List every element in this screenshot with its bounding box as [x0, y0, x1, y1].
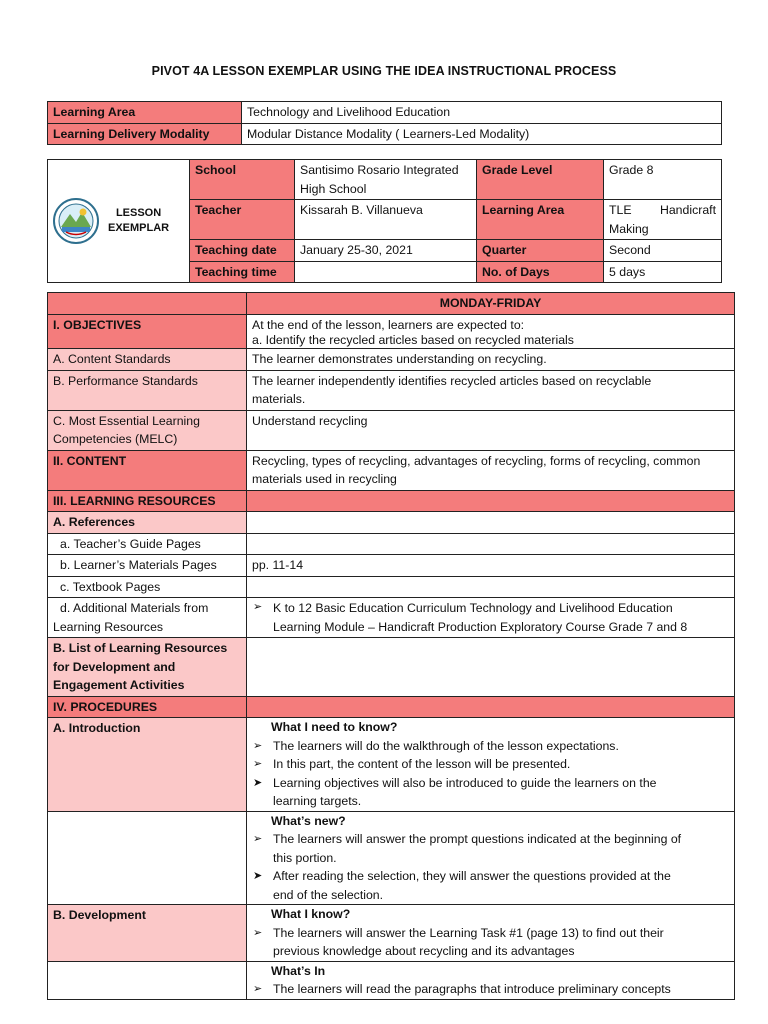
procedures-label: IV. PROCEDURES: [48, 696, 247, 718]
teacher-label: Teacher: [190, 200, 295, 240]
introduction-value: What I need to know? ➢ The learners will do the walkthrough of the lesson expectations. ➢ In this part, the content of the lesson will be presented. ➤ Learning objectives will also be introduced to guide the learners on the learning targets.: [247, 718, 735, 812]
melc-label: C. Most Essential Learning Competencies (MELC): [48, 410, 247, 450]
objectives-value: At the end of the lesson, learners are expected to: a. Identify the recycled articles based on recycled materials: [247, 314, 735, 349]
quarter-value: Second: [604, 240, 722, 262]
additional-materials-value: ➢ K to 12 Basic Education Curriculum Technology and Livelihood Education Learning Module – Handicraft Production Exploratory Course Grade 7 and 8: [247, 598, 735, 638]
area-label: Learning Area: [477, 200, 604, 240]
area-value: TLE Handicraft Making: [604, 200, 722, 240]
whats-new-label-cell: [48, 811, 247, 905]
quarter-label: Quarter: [477, 240, 604, 262]
teachers-guide-label: a. Teacher’s Guide Pages: [48, 533, 247, 555]
teaching-time-label: Teaching time: [190, 261, 295, 283]
development-label: B. Development: [48, 905, 247, 962]
arrow-bullet-icon: ➢: [253, 601, 263, 613]
school-value: Santisimo Rosario Integrated High School: [295, 160, 477, 200]
days-value: 5 days: [604, 261, 722, 283]
page-title: PIVOT 4A LESSON EXEMPLAR USING THE IDEA INSTRUCTIONAL PROCESS: [151, 64, 617, 78]
logo-caption-exemplar: EXEMPLAR: [108, 222, 170, 234]
learning-area-label: Learning Area: [48, 102, 242, 124]
objectives-label: I. OBJECTIVES: [48, 314, 247, 349]
introduction-label: A. Introduction: [48, 718, 247, 812]
list-of-resources-label: B. List of Learning Resources for Development and Engagement Activities: [48, 638, 247, 697]
arrow-bullet-icon: ➢: [253, 926, 263, 939]
school-label: School: [190, 160, 295, 200]
modality-label: Learning Delivery Modality: [48, 123, 242, 145]
modality-value: Modular Distance Modality ( Learners-Led Modality): [242, 123, 722, 145]
learners-materials-value: pp. 11-14: [247, 555, 735, 577]
arrow-bullet-icon: ➤: [253, 776, 263, 789]
performance-standards-label: B. Performance Standards: [48, 370, 247, 410]
school-info-table: [47, 159, 722, 283]
teachers-guide-value: [247, 533, 735, 555]
additional-materials-label: d. Additional Materials from Learning Resources: [48, 598, 247, 638]
column-header-monday-friday: MONDAY-FRIDAY: [247, 293, 735, 315]
teaching-date-value: January 25-30, 2021: [295, 240, 477, 262]
learning-resources-label: III. LEARNING RESOURCES: [48, 490, 247, 512]
whats-in-value: What’s In ➢ The learners will read the paragraphs that introduce preliminary concepts: [247, 961, 735, 999]
performance-standards-value: The learner independently identifies recycled articles based on recyclable materials.: [247, 370, 735, 410]
textbook-pages-label: c. Textbook Pages: [48, 576, 247, 598]
learning-area-table: [47, 101, 722, 145]
logo-caption-lesson: LESSON: [115, 207, 162, 219]
melc-value: Understand recycling: [247, 410, 735, 450]
arrow-bullet-icon: ➢: [253, 833, 263, 845]
references-label: A. References: [48, 512, 247, 534]
grade-level-value: Grade 8: [604, 160, 722, 200]
learning-area-value: Technology and Livelihood Education: [242, 102, 722, 124]
school-seal-icon: [52, 197, 100, 245]
grade-level-label: Grade Level: [477, 160, 604, 200]
content-label: II. CONTENT: [48, 450, 247, 490]
whats-new-value: What’s new? ➢ The learners will answer the prompt questions indicated at the beginning of this portion. ➤ After reading the selection, they will answer the questions provided at the end of the selection.: [247, 811, 735, 905]
content-standards-label: A. Content Standards: [48, 349, 247, 371]
what-i-know-value: What I know? ➢ The learners will answer the Learning Task #1 (page 13) to find out their previous knowledge about recycling and its advantages: [247, 905, 735, 962]
arrow-bullet-icon: ➢: [253, 983, 263, 995]
lesson-plan-table: [47, 292, 735, 1000]
content-value: Recycling, types of recycling, advantages of recycling, forms of recycling, common materials used in recycling: [247, 450, 735, 490]
arrow-bullet-icon: ➢: [253, 758, 263, 770]
whats-in-label-cell: [48, 961, 247, 999]
teaching-time-value: [295, 261, 477, 283]
teacher-value: Kissarah B. Villanueva: [295, 200, 477, 240]
learners-materials-label: b. Learner’s Materials Pages: [48, 555, 247, 577]
teaching-date-label: Teaching date: [190, 240, 295, 262]
days-label: No. of Days: [477, 261, 604, 283]
content-standards-value: The learner demonstrates understanding on recycling.: [247, 349, 735, 371]
arrow-bullet-icon: ➤: [253, 870, 263, 882]
logo-cell: [48, 160, 190, 283]
arrow-bullet-icon: ➢: [253, 739, 263, 752]
textbook-pages-value: [247, 576, 735, 598]
